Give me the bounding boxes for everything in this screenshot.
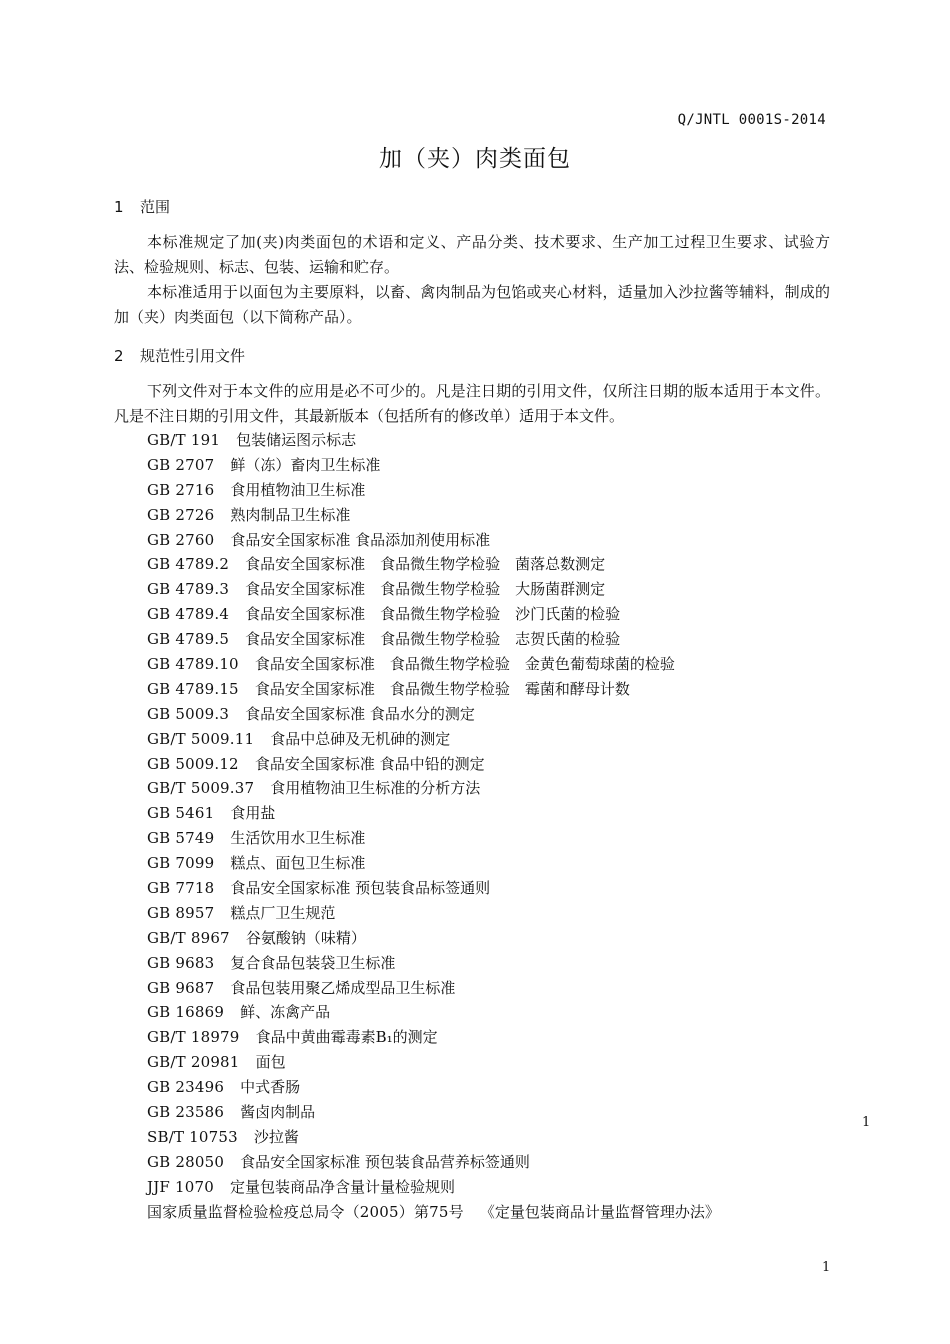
reference-title: 定量包装商品净含量计量检验规则 (229, 1177, 455, 1196)
reference-code: GB 7099 (147, 854, 215, 873)
reference-code: GB 9687 (147, 978, 215, 997)
reference-item (147, 627, 720, 652)
reference-code: GB 2760 (147, 530, 215, 549)
reference-code: SB/T 10753 (147, 1127, 238, 1146)
section-number: 2 (114, 347, 124, 365)
reference-item (147, 901, 720, 926)
reference-title: 糕点厂卫生规范 (230, 903, 336, 922)
reference-item (147, 926, 720, 951)
standard-code: Q/JNTL 0001S-2014 (677, 112, 826, 128)
reference-title: 食品安全国家标准 食品微生物学检验 霉菌和酵母计数 (254, 679, 630, 698)
reference-code: GB 4789.2 (147, 555, 230, 574)
reference-title: 谷氨酸钠（味精） (245, 928, 366, 947)
reference-item (147, 1125, 720, 1150)
reference-item (147, 602, 720, 627)
reference-title: 面包 (255, 1053, 286, 1072)
reference-code: GB 5009.12 (147, 754, 239, 773)
reference-title: 食品中总砷及无机砷的测定 (270, 729, 451, 748)
reference-code: GB/T 20981 (147, 1053, 240, 1072)
reference-title: 鲜（冻）畜肉卫生标准 (230, 455, 381, 474)
reference-item (147, 752, 720, 777)
reference-item (147, 976, 720, 1001)
reference-code: GB 4789.4 (147, 605, 230, 624)
reference-title: 食品安全国家标准 食品微生物学检验 大肠菌群测定 (245, 580, 606, 599)
reference-item (147, 453, 720, 478)
reference-list (147, 428, 720, 1225)
reference-code: GB/T 18979 (147, 1028, 240, 1047)
reference-title: 食品安全国家标准 食品中铅的测定 (254, 754, 485, 773)
reference-title: 食品安全国家标准 食品微生物学检验 金黄色葡萄球菌的检验 (254, 655, 675, 674)
reference-code: GB 28050 (147, 1152, 225, 1171)
reference-item (147, 1025, 720, 1050)
reference-item (147, 1150, 720, 1175)
reference-title: 包装储运图示标志 (236, 431, 357, 449)
reference-item (147, 702, 720, 727)
reference-item (147, 876, 720, 901)
reference-title: 食用植物油卫生标准 (230, 480, 366, 499)
reference-code: GB 4789.15 (147, 679, 239, 698)
reference-item (147, 826, 720, 851)
reference-code: GB 23586 (147, 1103, 225, 1122)
document-title: 加（夹）肉类面包 (379, 146, 571, 172)
page-number: 1 (822, 1260, 831, 1275)
reference-title: 酱卤肉制品 (240, 1103, 316, 1122)
reference-title: 食用盐 (230, 804, 276, 823)
reference-code: GB/T 8967 (147, 928, 230, 947)
section-2-heading (114, 345, 245, 366)
reference-code: GB 23496 (147, 1078, 225, 1097)
reference-title: 食用植物油卫生标准的分析方法 (270, 779, 481, 798)
reference-title: 食品安全国家标准 预包装食品标签通则 (230, 879, 491, 898)
section-title: 规范性引用文件 (140, 347, 246, 365)
reference-code: GB 4789.5 (147, 630, 230, 649)
reference-title: 食品包装用聚乙烯成型品卫生标准 (230, 978, 456, 997)
paragraph: 本标准规定了加(夹)肉类面包的术语和定义、产品分类、技术要求、生产加工过程卫生要求、试验方法、检验规则、标志、包装、运输和贮存。 (114, 233, 830, 276)
side-marker: 1 (862, 1115, 871, 1130)
reference-item (147, 503, 720, 528)
reference-title: 食品安全国家标准 食品微生物学检验 志贺氏菌的检验 (245, 630, 621, 649)
reference-title: 生活饮用水卫生标准 (230, 829, 366, 848)
reference-item (147, 776, 720, 801)
reference-title: 中式香肠 (240, 1078, 301, 1097)
reference-title: 《定量包装商品计量监督管理办法》 (479, 1202, 720, 1221)
section-title: 范围 (140, 198, 171, 216)
reference-code: 国家质量监督检验检疫总局令（2005）第75号 (147, 1202, 464, 1221)
reference-code: GB 5461 (147, 804, 215, 823)
reference-item (147, 1175, 720, 1200)
reference-item (147, 727, 720, 752)
reference-item (147, 851, 720, 876)
reference-code: GB 9683 (147, 953, 215, 972)
reference-code: GB 8957 (147, 903, 215, 922)
reference-code: GB 5749 (147, 829, 215, 848)
reference-title: 鲜、冻禽产品 (240, 1003, 331, 1022)
reference-code: GB 2707 (147, 455, 215, 474)
paragraph: 本标准适用于以面包为主要原料，以畜、禽肉制品为包馅或夹心材料，适量加入沙拉酱等辅料，制成的加（夹）肉类面包（以下简称产品）。 (114, 283, 830, 326)
section-1-heading (114, 196, 170, 217)
reference-item (147, 951, 720, 976)
reference-title: 食品安全国家标准 食品水分的测定 (245, 704, 475, 723)
reference-item (147, 478, 720, 503)
reference-code: GB 5009.3 (147, 704, 230, 723)
reference-code: GB 4789.3 (147, 580, 230, 599)
reference-title: 食品安全国家标准 食品微生物学检验 菌落总数测定 (245, 555, 606, 574)
reference-item (147, 1050, 720, 1075)
reference-title: 糕点、面包卫生标准 (230, 854, 366, 873)
reference-item (147, 428, 720, 453)
reference-title: 食品中黄曲霉毒素B₁的测定 (255, 1028, 438, 1047)
reference-item (147, 552, 720, 577)
reference-item (147, 1200, 720, 1225)
reference-item (147, 677, 720, 702)
reference-title: 食品安全国家标准 预包装食品营养标签通则 (240, 1152, 530, 1171)
reference-item (147, 801, 720, 826)
reference-title: 食品安全国家标准 食品添加剂使用标准 (230, 530, 491, 549)
reference-item (147, 528, 720, 553)
reference-item (147, 652, 720, 677)
reference-title: 熟肉制品卫生标准 (230, 505, 351, 524)
reference-code: JJF 1070 (147, 1177, 214, 1196)
reference-item (147, 1000, 720, 1025)
reference-code: GB 4789.10 (147, 655, 239, 674)
reference-code: GB 2716 (147, 480, 215, 499)
reference-code: GB/T 5009.11 (147, 729, 255, 748)
reference-code: GB/T 191 (147, 431, 221, 449)
reference-item (147, 1075, 720, 1100)
reference-item (147, 1100, 720, 1125)
reference-code: GB 16869 (147, 1003, 225, 1022)
reference-title: 复合食品包装袋卫生标准 (230, 953, 396, 972)
reference-item (147, 577, 720, 602)
reference-code: GB/T 5009.37 (147, 779, 255, 798)
reference-title: 食品安全国家标准 食品微生物学检验 沙门氏菌的检验 (245, 605, 621, 624)
paragraph: 下列文件对于本文件的应用是必不可少的。凡是注日期的引用文件，仅所注日期的版本适用于本文件。凡是不注日期的引用文件，其最新版本（包括所有的修改单）适用于本文件。 (114, 382, 830, 425)
reference-code: GB 2726 (147, 505, 215, 524)
section-number: 1 (114, 198, 124, 216)
reference-code: GB 7718 (147, 879, 215, 898)
reference-title: 沙拉酱 (253, 1127, 299, 1146)
